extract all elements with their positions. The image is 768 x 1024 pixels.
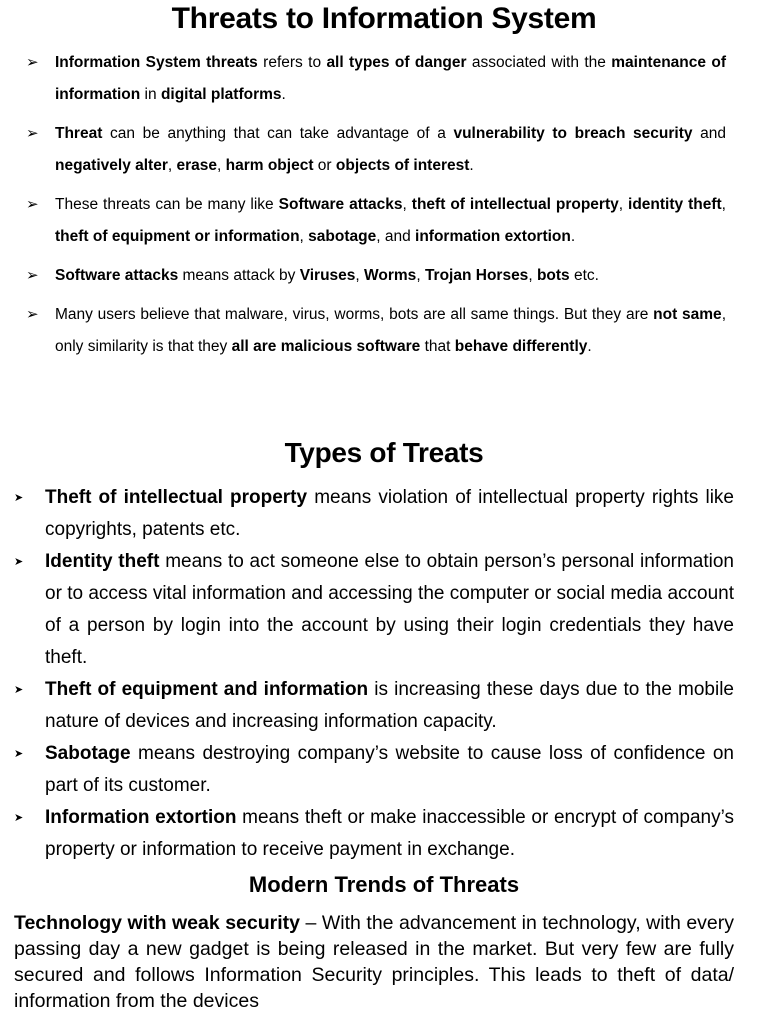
- text-run: means theft or make inaccessible or encrypt of company’s property or information to receive payment in exchange.: [45, 807, 734, 860]
- text-run: ,: [402, 196, 412, 213]
- bold-term: Theft of intellectual property: [45, 487, 308, 508]
- modern-trend-lead: Technology with weak security: [14, 912, 301, 934]
- bold-term: vulnerability to breach security: [453, 125, 693, 142]
- text-run: etc.: [569, 267, 599, 284]
- text-run: associated with the: [466, 54, 612, 71]
- list-item: [26, 260, 726, 292]
- modern-trend-text: – With the advancement in technology, with every passing day a new gadget is being released in the market. But very few are fully secured and follows Information Security principles. This leads to theft of data/ information from the devices: [14, 912, 734, 1012]
- text-run: ,: [167, 157, 177, 174]
- types-of-threats-heading: Types of Treats: [284, 437, 484, 468]
- bold-term: digital platforms: [160, 86, 282, 103]
- text-run: ,: [528, 267, 537, 284]
- text-run: ,: [721, 196, 726, 213]
- text-run: means destroying company’s website to cause loss of confidence on part of its customer.: [45, 743, 734, 796]
- bold-term: identity theft: [628, 196, 722, 213]
- bold-term: theft of intellectual property: [411, 196, 619, 213]
- bold-term: information extortion: [415, 228, 571, 245]
- text-run: These threats can be many like: [55, 196, 279, 213]
- bold-term: Sabotage: [45, 743, 131, 764]
- text-run: , and: [376, 228, 416, 245]
- bold-term: Threat: [55, 125, 103, 142]
- text-run: is increasing these days due to the mobile nature of devices and increasing information capacity.: [45, 679, 734, 732]
- text-run: refers to: [257, 54, 327, 71]
- threat-types-list: [14, 482, 734, 866]
- list-item: [14, 802, 734, 866]
- text-run: or: [313, 157, 336, 174]
- text-run: ,: [618, 196, 629, 213]
- bold-term: behave differently: [454, 338, 588, 355]
- bold-term: not same: [653, 306, 722, 323]
- bold-term: sabotage: [308, 228, 377, 245]
- text-run: .: [281, 86, 286, 103]
- arrow-bullet-icon: ➢: [26, 306, 39, 323]
- text-run: , only similarity is that they: [55, 306, 726, 355]
- arrow-bullet-icon: ➢: [26, 54, 39, 71]
- bold-term: Trojan Horses: [424, 267, 529, 284]
- text-run: and: [692, 125, 726, 142]
- text-run: ,: [355, 267, 365, 284]
- bold-term: negatively alter: [55, 157, 168, 174]
- modern-trends-heading: Modern Trends of Threats: [248, 872, 520, 897]
- text-run: means to act someone else to obtain person’s personal information or to access vital information and accessing the computer or social media account of a person by login into the account by using their login credentials they have theft.: [45, 551, 734, 668]
- text-run: means attack by: [178, 267, 300, 284]
- text-run: ,: [217, 157, 226, 174]
- list-item: [26, 189, 726, 253]
- bold-term: all are malicious software: [231, 338, 421, 355]
- text-run: in: [140, 86, 161, 103]
- threats-intro-list: [26, 47, 726, 370]
- triangle-bullet-icon: ➤: [14, 748, 24, 760]
- bold-term: bots: [536, 267, 570, 284]
- list-item: [14, 738, 734, 802]
- triangle-bullet-icon: ➤: [14, 684, 24, 696]
- text-run: .: [587, 338, 592, 355]
- text-run: can be anything that can take advantage of a: [102, 125, 454, 142]
- list-item: [14, 482, 734, 546]
- arrow-bullet-icon: ➢: [26, 196, 39, 213]
- arrow-bullet-icon: ➢: [26, 125, 39, 142]
- bold-term: all types of danger: [326, 54, 467, 71]
- bold-term: Viruses: [299, 267, 356, 284]
- text-run: Many users believe that malware, virus, worms, bots are all same things. But they are: [55, 306, 654, 323]
- bold-term: Software attacks: [55, 267, 179, 284]
- text-run: .: [469, 157, 474, 174]
- list-item: [26, 118, 726, 182]
- bold-term: harm object: [225, 157, 314, 174]
- triangle-bullet-icon: ➤: [14, 812, 24, 824]
- bold-term: erase: [176, 157, 217, 174]
- text-run: .: [570, 228, 576, 245]
- bold-term: Worms: [364, 267, 417, 284]
- list-item: [26, 47, 726, 111]
- triangle-bullet-icon: ➤: [14, 556, 24, 568]
- list-item: [14, 674, 734, 738]
- triangle-bullet-icon: ➤: [14, 492, 24, 504]
- modern-trends-paragraph: [14, 910, 734, 1014]
- bold-term: maintenance of information: [55, 54, 726, 103]
- text-run: ,: [416, 267, 425, 284]
- bold-term: Information extortion: [45, 807, 237, 828]
- list-item: [26, 299, 726, 363]
- text-run: ,: [299, 228, 309, 245]
- bold-term: Information System threats: [55, 54, 258, 71]
- arrow-bullet-icon: ➢: [26, 267, 39, 284]
- bold-term: objects of interest: [335, 157, 470, 174]
- page-title: Threats to Information System: [171, 2, 597, 35]
- bold-term: theft of equipment or information: [55, 228, 300, 245]
- list-item: [14, 546, 734, 674]
- text-run: means violation of intellectual property rights like copyrights, patents etc.: [45, 487, 735, 540]
- bold-term: Software attacks: [278, 196, 403, 213]
- text-run: that: [420, 338, 455, 355]
- bold-term: Identity theft: [45, 551, 160, 572]
- bold-term: Theft of equipment and information: [45, 679, 369, 700]
